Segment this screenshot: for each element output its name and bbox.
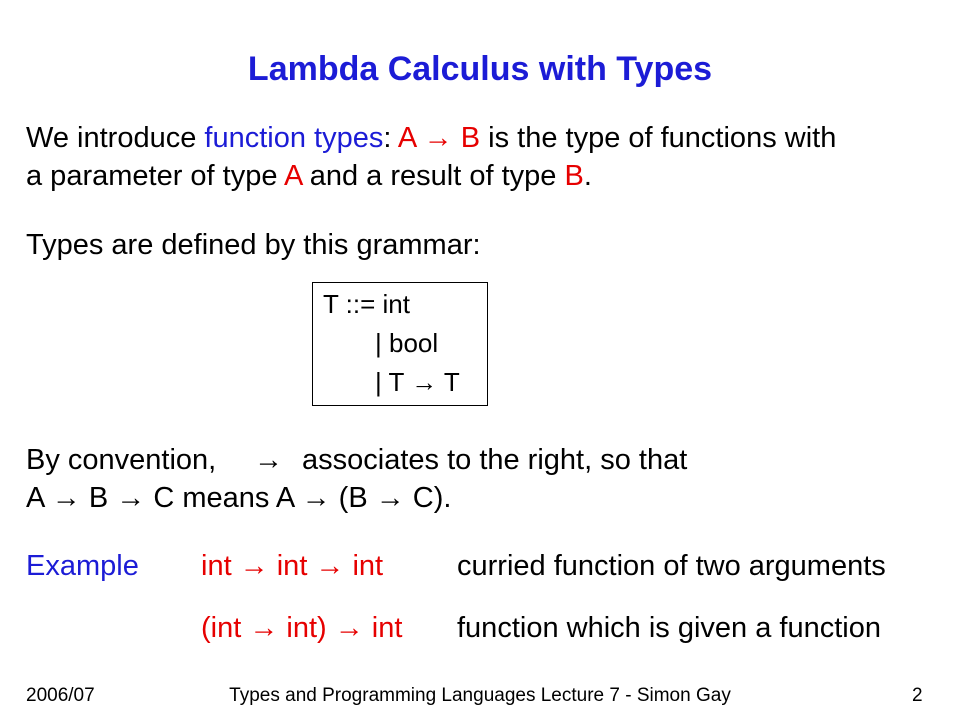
colon: : [383,122,398,154]
intro-line-2 [26,157,592,195]
example-desc-2: function which is given a function [457,612,881,644]
function-types-term: function types [204,122,384,154]
intro-text: We introduce [26,122,205,154]
footer-year: 2006/07 [26,685,95,706]
intro-line-1 [26,119,836,157]
example-desc-1: curried function of two arguments [457,550,886,582]
example-label: Example [26,550,139,582]
result-text: and a result of type [301,160,565,192]
footer-course: Types and Programming Languages Lecture 7 - Simon Gay [229,685,731,706]
slide-title: Lambda Calculus with Types [247,50,713,88]
convention-text: associates to the right, so that [302,444,688,476]
result-type-b: B [564,160,584,192]
convention-example: A → B → C means A → (B → C). [26,482,452,514]
grammar-line-bool: | bool [375,328,439,358]
grammar-line-arrow: | T → T [375,367,460,397]
convention-arrow: → [254,444,283,476]
example-type-2: (int → int) → int [201,612,403,644]
page-number: 2 [912,685,923,706]
arrow-symbol: → [415,122,461,154]
grammar-line-int: T ::= int [323,289,410,319]
convention-label: By convention, [26,444,217,476]
example-type-1: int → int → int [201,550,384,582]
grammar-box [312,282,488,406]
period: . [583,160,592,192]
grammar-intro: Types are defined by this grammar: [26,229,481,261]
type-a: A [397,122,416,154]
intro-text-end: is the type of functions with [480,122,837,154]
param-text: a parameter of type [26,160,284,192]
type-b: B [460,122,481,154]
param-type-a: A [283,160,302,192]
